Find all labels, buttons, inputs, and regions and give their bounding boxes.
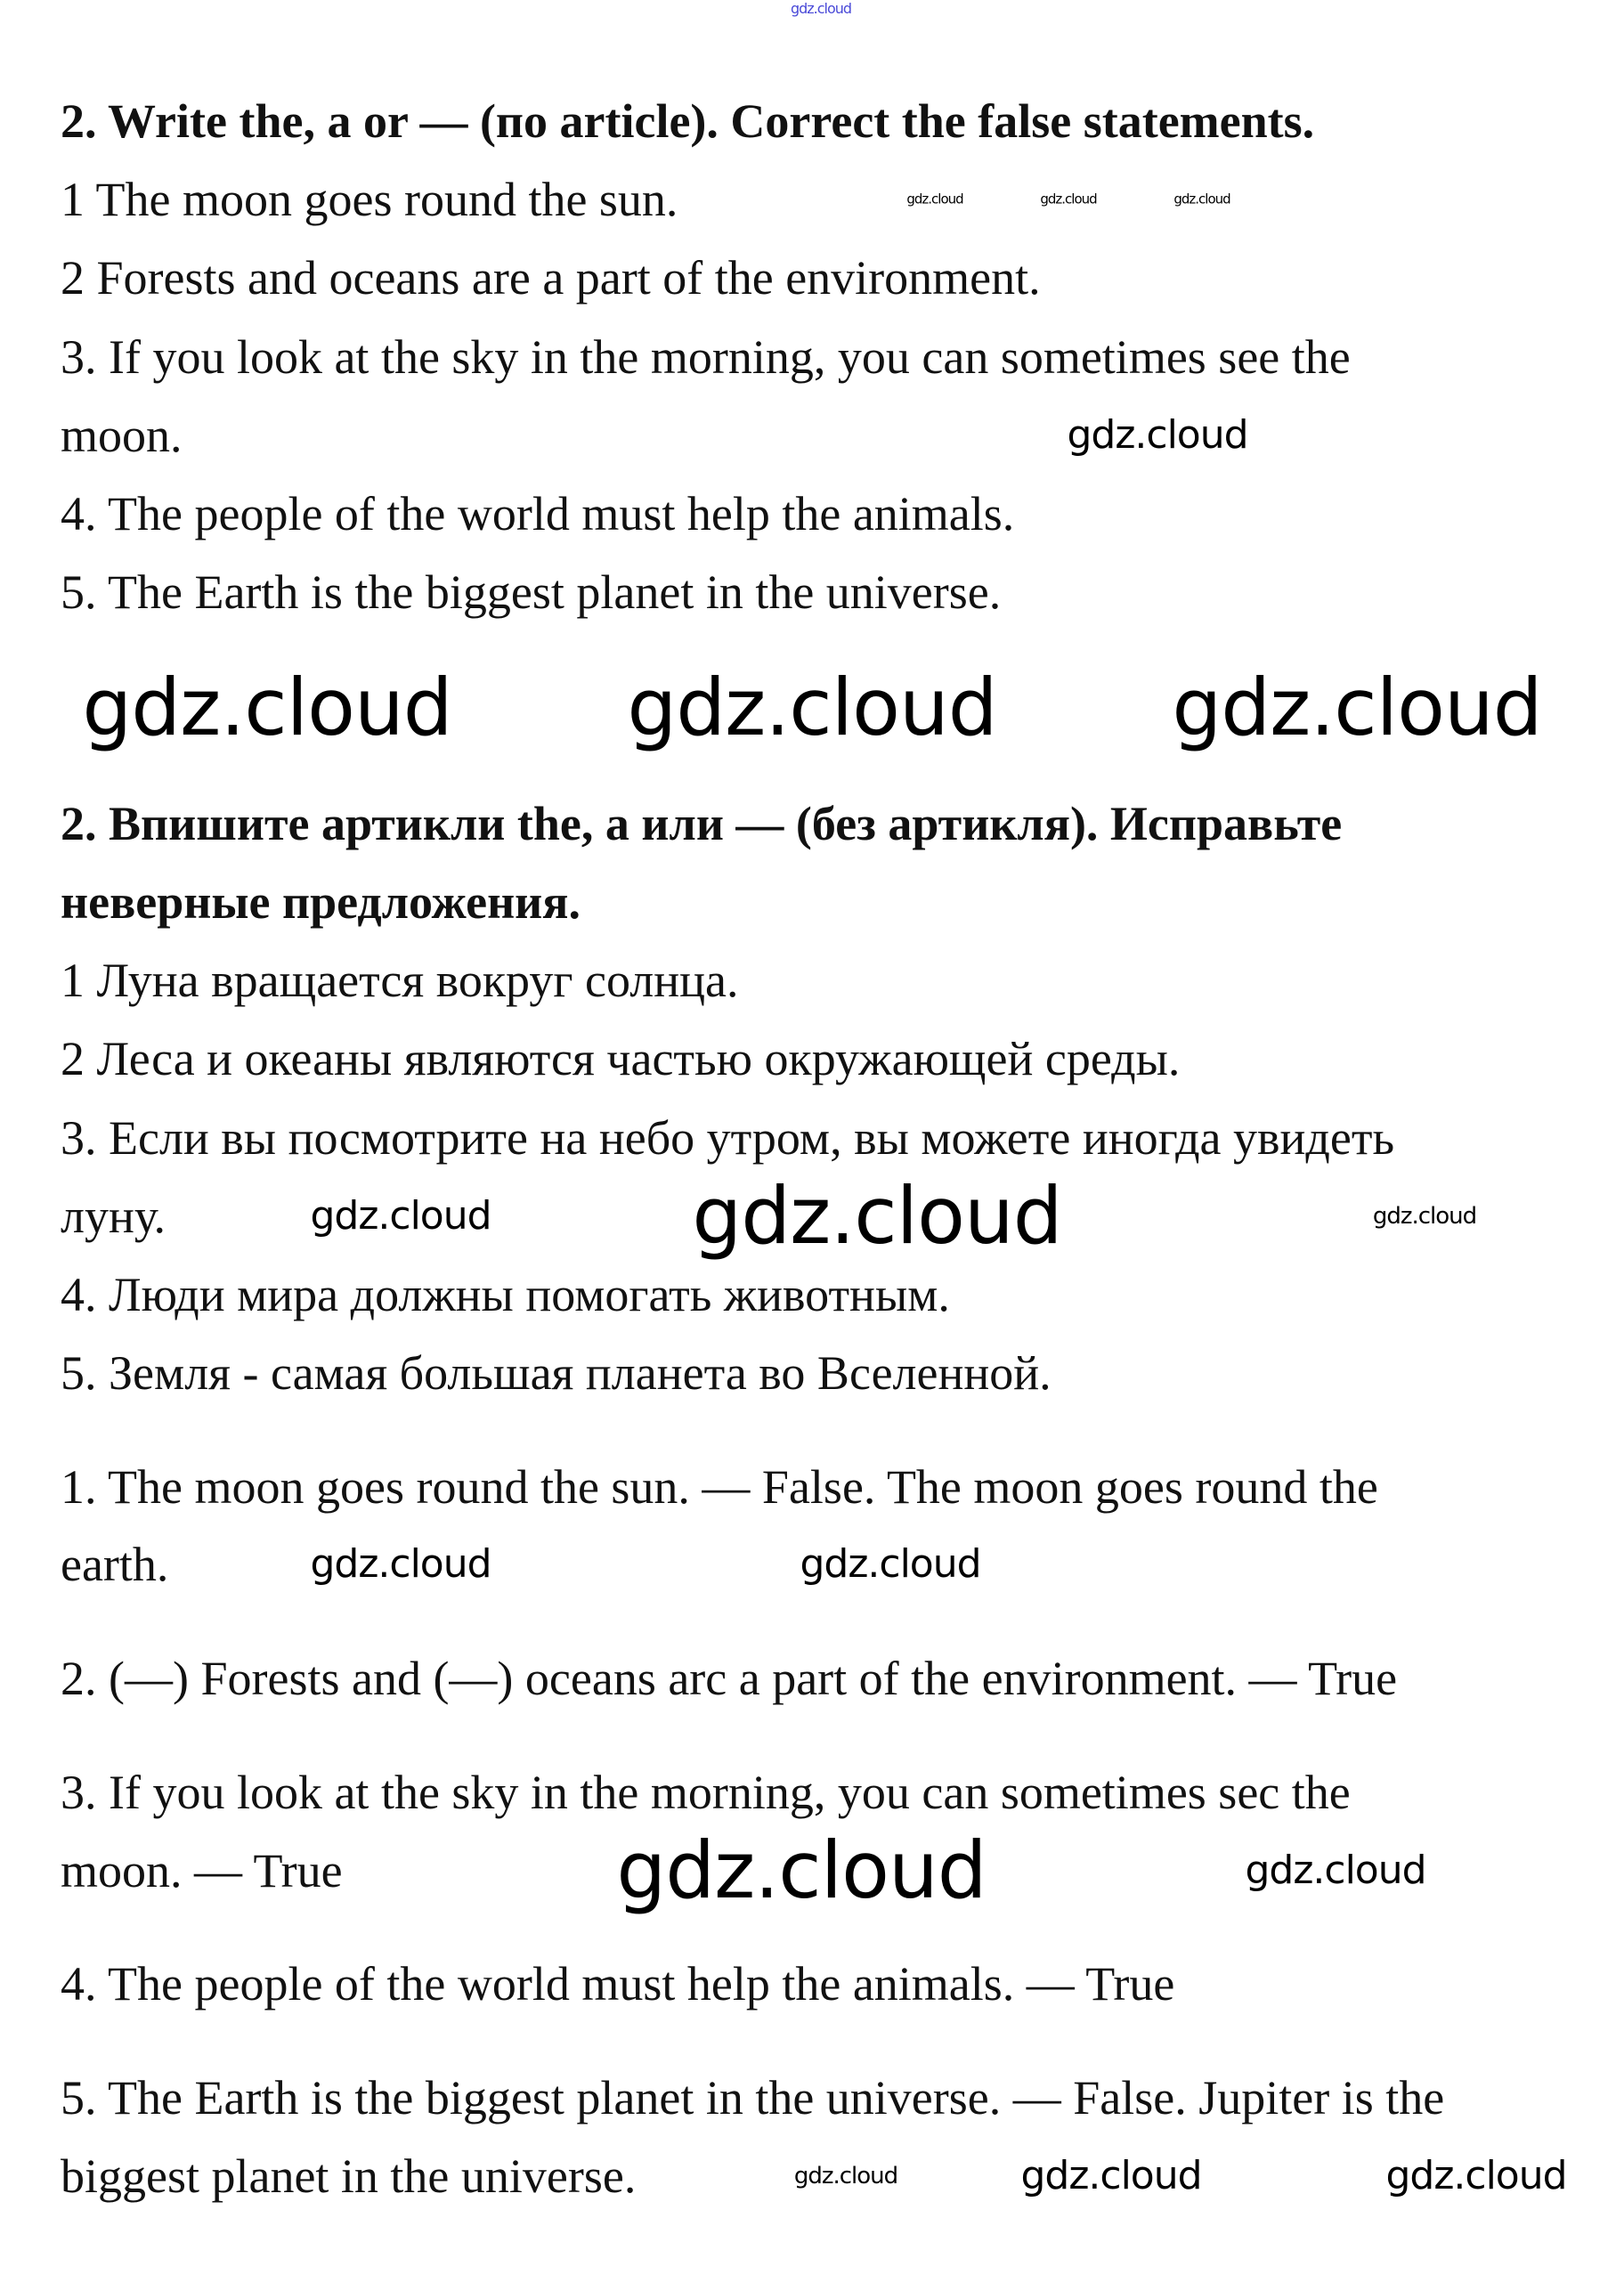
exercise-title-ru: неверные предложения.	[61, 875, 581, 929]
answer-line: 4. The people of the world must help the animals. — True	[61, 1957, 1175, 2011]
watermark: gdz.cloud	[1173, 191, 1230, 207]
answer-line: 3. If you look at the sky in the morning, you can sometimes sec the	[61, 1766, 1351, 1819]
exercise-line-ru: 5. Земля - самая большая планета во Вселенной.	[61, 1346, 1052, 1400]
watermark: gdz.cloud	[1245, 1848, 1426, 1893]
exercise-line-ru: 4. Люди мира должны помогать животным.	[61, 1268, 950, 1321]
watermark: gdz.cloud	[906, 191, 963, 207]
exercise-line: 1 The moon goes round the sun.	[61, 173, 678, 226]
answer-line: earth.	[61, 1538, 169, 1591]
watermark: gdz.cloud	[82, 662, 452, 753]
watermark: gdz.cloud	[800, 1541, 981, 1587]
exercise-line: 2 Forests and oceans are a part of the environment.	[61, 251, 1041, 305]
answer-line: 1. The moon goes round the sun. — False. The moon goes round the	[61, 1460, 1378, 1514]
watermark: gdz.cloud	[310, 1541, 491, 1587]
answer-line: moon. — True	[61, 1844, 343, 1897]
watermark: gdz.cloud	[1172, 662, 1542, 753]
answer-line: biggest planet in the universe.	[61, 2149, 637, 2203]
exercise-title: 2. Write the, a or — (по article). Correct the false statements.	[61, 94, 1315, 148]
exercise-line-ru: 1 Луна вращается вокруг солнца.	[61, 954, 739, 1007]
watermark: gdz.cloud	[310, 1193, 491, 1239]
exercise-line: 5. The Earth is the biggest planet in the universe.	[61, 565, 1002, 619]
watermark: gdz.cloud	[1020, 2153, 1202, 2198]
exercise-line-ru: луну.	[61, 1190, 166, 1243]
exercise-line-ru: 2 Леса и океаны являются частью окружающей среды.	[61, 1032, 1181, 1085]
watermark: gdz.cloud	[692, 1170, 1062, 1262]
exercise-line: moon.	[61, 409, 183, 462]
watermark: gdz.cloud	[1372, 1203, 1477, 1230]
exercise-line-ru: 3. Если вы посмотрите на небо утром, вы можете иногда увидеть	[61, 1111, 1395, 1165]
answer-line: 2. (—) Forests and (—) oceans arc a part of the environment. — True	[61, 1652, 1398, 1705]
watermark: gdz.cloud	[790, 0, 852, 17]
watermark: gdz.cloud	[793, 2163, 898, 2189]
answer-line: 5. The Earth is the biggest planet in the universe. — False. Jupiter is the	[61, 2071, 1445, 2124]
watermark: gdz.cloud	[627, 662, 997, 753]
exercise-line: 3. If you look at the sky in the morning, you can sometimes see the	[61, 330, 1351, 384]
watermark: gdz.cloud	[1040, 191, 1097, 207]
watermark: gdz.cloud	[1385, 2153, 1567, 2198]
watermark: gdz.cloud	[616, 1824, 987, 1916]
exercise-line: 4. The people of the world must help the animals.	[61, 487, 1015, 540]
watermark: gdz.cloud	[1067, 412, 1248, 458]
exercise-title-ru: 2. Впишите артикли the, а или — (без артикля). Исправьте	[61, 797, 1343, 850]
